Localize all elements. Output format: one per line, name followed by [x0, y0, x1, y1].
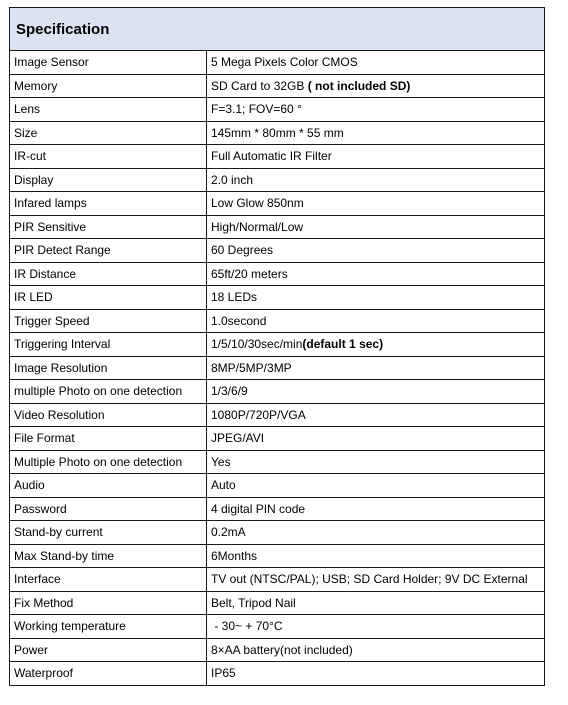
spec-value: 0.2mA	[211, 525, 246, 540]
table-row	[10, 380, 545, 404]
spec-label: Lens	[10, 98, 207, 122]
spec-label: IR-cut	[10, 145, 207, 169]
spec-label: Power	[10, 638, 207, 662]
spec-value: Belt, Tripod Nail	[211, 595, 296, 610]
spec-label: multiple Photo on one detection	[10, 380, 207, 404]
spec-label: File Format	[10, 427, 207, 451]
table-row	[10, 309, 545, 333]
spec-label: Multiple Photo on one detection	[10, 450, 207, 474]
table-row	[10, 145, 545, 169]
table-row	[10, 450, 545, 474]
table-row	[10, 497, 545, 521]
spec-value-cell	[207, 215, 545, 239]
table-row	[10, 591, 545, 615]
spec-label: IR LED	[10, 286, 207, 310]
spec-value: 60 Degrees	[211, 243, 274, 258]
spec-value-note: ( not included SD)	[304, 78, 411, 93]
spec-value: 5 Mega Pixels Color CMOS	[211, 55, 358, 70]
spec-label: Triggering Interval	[10, 333, 207, 357]
spec-value-cell	[207, 239, 545, 263]
spec-value: IP65	[211, 666, 236, 681]
spec-value-cell	[207, 333, 545, 357]
table-row	[10, 262, 545, 286]
spec-value: 1/5/10/30sec/min	[211, 337, 303, 352]
spec-value-cell	[207, 74, 545, 98]
spec-value-cell	[207, 544, 545, 568]
spec-label: Max Stand-by time	[10, 544, 207, 568]
spec-label: Display	[10, 168, 207, 192]
specification-table	[9, 7, 545, 686]
spec-value: 8MP/5MP/3MP	[211, 360, 292, 375]
spec-label: PIR Sensitive	[10, 215, 207, 239]
spec-value-cell	[207, 309, 545, 333]
spec-value-cell	[207, 121, 545, 145]
spec-value: F=3.1; FOV=60 °	[211, 102, 302, 117]
spec-value-cell	[207, 356, 545, 380]
spec-value-cell	[207, 98, 545, 122]
table-row	[10, 474, 545, 498]
spec-value: TV out (NTSC/PAL); USB; SD Card Holder; 9V DC External	[211, 572, 528, 587]
spec-label: Image Sensor	[10, 51, 207, 75]
spec-value-cell	[207, 474, 545, 498]
spec-value: SD Card to 32GB	[211, 78, 305, 93]
table-row	[10, 74, 545, 98]
spec-value-cell	[207, 168, 545, 192]
spec-value-cell	[207, 192, 545, 216]
table-row	[10, 403, 545, 427]
spec-value-cell	[207, 568, 545, 592]
spec-value: JPEG/AVI	[211, 431, 265, 446]
spec-value-cell	[207, 262, 545, 286]
spec-value: - 30~ + 70°C	[211, 619, 283, 634]
spec-label: Stand-by current	[10, 521, 207, 545]
spec-label: Image Resolution	[10, 356, 207, 380]
table-row	[10, 98, 545, 122]
table-row	[10, 51, 545, 75]
spec-value-cell	[207, 145, 545, 169]
spec-value-cell	[207, 615, 545, 639]
spec-label: Fix Method	[10, 591, 207, 615]
spec-label: Working temperature	[10, 615, 207, 639]
spec-value: 2.0 inch	[211, 172, 254, 187]
table-row	[10, 286, 545, 310]
spec-value-cell	[207, 427, 545, 451]
spec-value-cell	[207, 450, 545, 474]
spec-value-cell	[207, 521, 545, 545]
table-row	[10, 333, 545, 357]
table-row	[10, 239, 545, 263]
table-row	[10, 568, 545, 592]
table-row	[10, 615, 545, 639]
spec-value: Low Glow 850nm	[211, 196, 304, 211]
spec-value: 4 digital PIN code	[211, 501, 306, 516]
table-row	[10, 521, 545, 545]
spec-value-cell	[207, 286, 545, 310]
table-row	[10, 215, 545, 239]
spec-value: 1080P/720P/VGA	[211, 407, 306, 422]
spec-label: Size	[10, 121, 207, 145]
spec-value-cell	[207, 51, 545, 75]
table-header-row	[10, 8, 545, 51]
table-row	[10, 638, 545, 662]
spec-label: PIR Detect Range	[10, 239, 207, 263]
spec-value: 1.0second	[211, 313, 267, 328]
spec-label: Memory	[10, 74, 207, 98]
spec-label: IR Distance	[10, 262, 207, 286]
spec-value: Auto	[211, 478, 236, 493]
spec-label: Audio	[10, 474, 207, 498]
spec-label: Password	[10, 497, 207, 521]
table-row	[10, 544, 545, 568]
table-row	[10, 192, 545, 216]
spec-value: Full Automatic IR Filter	[211, 149, 332, 164]
table-row	[10, 662, 545, 686]
spec-value-cell	[207, 403, 545, 427]
spec-value-cell	[207, 380, 545, 404]
spec-value: 145mm * 80mm * 55 mm	[211, 125, 344, 140]
spec-label: Infared lamps	[10, 192, 207, 216]
spec-value: 65ft/20 meters	[211, 266, 288, 281]
spec-value: 6Months	[211, 548, 258, 563]
table-row	[10, 121, 545, 145]
spec-value-note: (default 1 sec)	[302, 337, 384, 352]
spec-value-cell	[207, 591, 545, 615]
table-title: Specification	[10, 8, 545, 51]
spec-value-cell	[207, 662, 545, 686]
spec-value-cell	[207, 638, 545, 662]
table-row	[10, 427, 545, 451]
table-row	[10, 356, 545, 380]
spec-value: 1/3/6/9	[211, 384, 248, 399]
spec-value-cell	[207, 497, 545, 521]
spec-value: Yes	[211, 454, 231, 469]
specification-table-body	[10, 8, 545, 686]
spec-label: Waterproof	[10, 662, 207, 686]
spec-value: 18 LEDs	[211, 290, 258, 305]
table-row	[10, 168, 545, 192]
spec-value: 8×AA battery(not included)	[211, 642, 353, 657]
spec-label: Video Resolution	[10, 403, 207, 427]
spec-label: Interface	[10, 568, 207, 592]
spec-value: High/Normal/Low	[211, 219, 304, 234]
spec-label: Trigger Speed	[10, 309, 207, 333]
